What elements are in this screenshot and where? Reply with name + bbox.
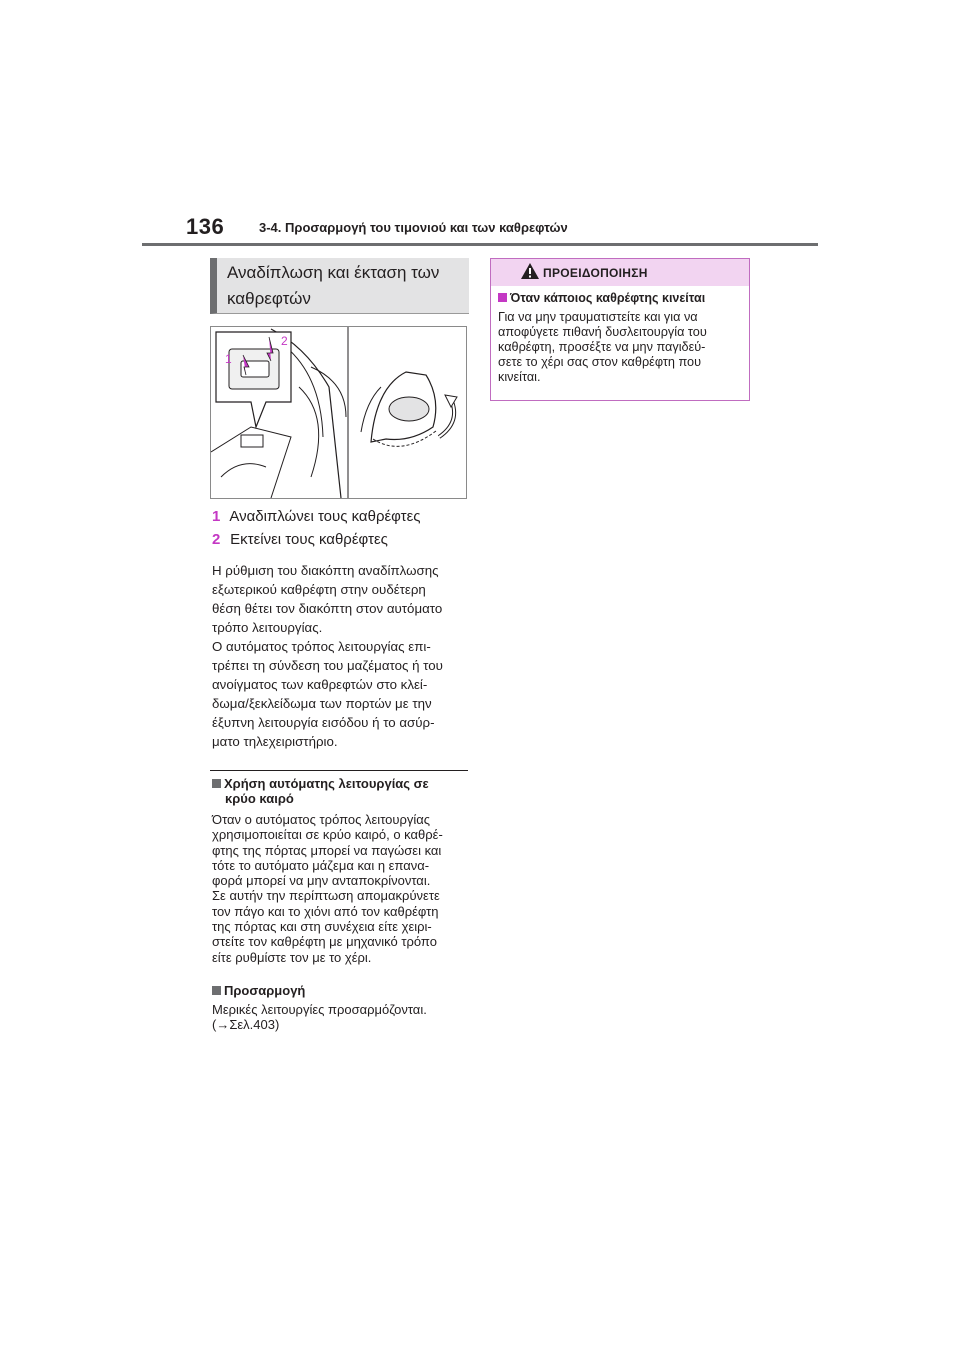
text-line: είτε ρυθμίστε τον με το χέρι. (212, 949, 372, 965)
square-bullet-icon (498, 293, 507, 302)
text-line: Σε αυτήν την περίπτωση απομακρύνετε (212, 888, 440, 904)
text-line: αποφύγετε πιθανή δυσλειτουργία του (498, 325, 707, 339)
page-reference-link[interactable]: (→Σελ.403) (212, 1017, 280, 1033)
item-fold (212, 508, 421, 525)
warning-subheading-text: Όταν κάποιος καθρέφτης κινείται (510, 291, 706, 305)
heading-text: Προσαρμογή (224, 983, 306, 998)
text-line: Όταν ο αυτόματος τρόπος λειτουργίας (212, 812, 431, 827)
item-number: 1 (212, 508, 221, 525)
callout-2: 2 (281, 334, 288, 348)
section-title (227, 260, 467, 312)
text-line: Ο αυτόματος τρόπος λειτουργίας επι- (212, 639, 431, 654)
text-line: στείτε τον καθρέφτη με μηχανικό τρόπο (212, 934, 437, 950)
text-line: τον πάγο και το χιόνι από τον καθρέφτη (212, 903, 439, 919)
text-line: κινείται. (498, 370, 541, 384)
heading-line2: κρύο καιρό (225, 791, 294, 806)
section-title-line2: καθρεφτών (227, 289, 311, 308)
cold-weather-text (212, 812, 472, 965)
text-line: σετε το χέρι σας στον καθρέφτη που (498, 355, 702, 369)
text-line: θέση θέτει τον διακόπτη στον αυτόματο (212, 601, 443, 616)
item-label: Αναδιπλώνει τους καθρέφτες (229, 508, 421, 525)
customization-heading (212, 983, 305, 998)
page-number: 136 (186, 214, 225, 239)
text-line: ματο τηλεχειριστήριο. (212, 734, 338, 749)
chapter-title: 3-4. Προσαρμογή του τιμονιού και των καθρεφτών (259, 220, 568, 235)
text-line: ανοίγματος των καθρεφτών στο κλεί- (212, 677, 428, 692)
warning-triangle-icon (520, 262, 540, 285)
item-number: 2 (212, 531, 221, 548)
section-title-box (210, 258, 469, 314)
paragraph-auto-mode (212, 561, 470, 751)
text-line: Η ρύθμιση του διακόπτη αναδίπλωσης (212, 563, 439, 578)
text-line: της πόρτας και στη συνέχεια είτε χειρι- (212, 919, 432, 935)
section-divider (210, 770, 468, 771)
text-line: Μερικές λειτουργίες προσαρμόζονται. (212, 1002, 427, 1017)
item-extend (212, 531, 388, 548)
cold-weather-heading (212, 776, 468, 806)
text-line: τότε το αυτόματο μάζεμα και η επανα- (212, 857, 430, 873)
text-line: φτης της πόρτας μπορεί να παγώσει και (212, 842, 442, 858)
text-line: χρησιμοποιείται σε κρύο καιρό, ο καθρέ- (212, 827, 443, 843)
text-line: τρέπει τη σύνδεση του μαζέματος ή του (212, 658, 443, 673)
text-line: δωμα/ξεκλείδωμα των πορτών με την (212, 696, 432, 711)
text-line: έξυπνη λειτουργία εισόδου ή το ασύρ- (212, 715, 435, 730)
text-line: καθρέφτη, προσέξτε να μην παγιδεύ- (498, 340, 706, 354)
header-rule (142, 243, 818, 246)
item-label: Εκτείνει τους καθρέφτες (230, 531, 388, 548)
mirror-fold-illustration (210, 326, 467, 499)
square-bullet-icon (212, 779, 221, 788)
warning-text (498, 310, 707, 385)
warning-title: ΠΡΟΕΙΔΟΠΟΙΗΣΗ (543, 266, 648, 280)
text-line: εξωτερικού καθρέφτη στην ουδέτερη (212, 582, 426, 597)
callout-1: 1 (225, 352, 232, 366)
text-line: Για να μην τραυματιστείτε και για να (498, 310, 698, 324)
text-line: τρόπο λειτουργίας. (212, 620, 323, 635)
square-bullet-icon (212, 986, 221, 995)
heading-line1: Χρήση αυτόματης λειτουργίας σε (224, 776, 429, 791)
text-line: φορά μπορεί να μην ανταποκρίνονται. (212, 873, 431, 889)
illustration-svg (211, 327, 466, 498)
warning-subheading (498, 291, 705, 305)
customization-text (212, 1002, 427, 1033)
section-title-line1: Αναδίπλωση και έκταση των (227, 263, 440, 282)
